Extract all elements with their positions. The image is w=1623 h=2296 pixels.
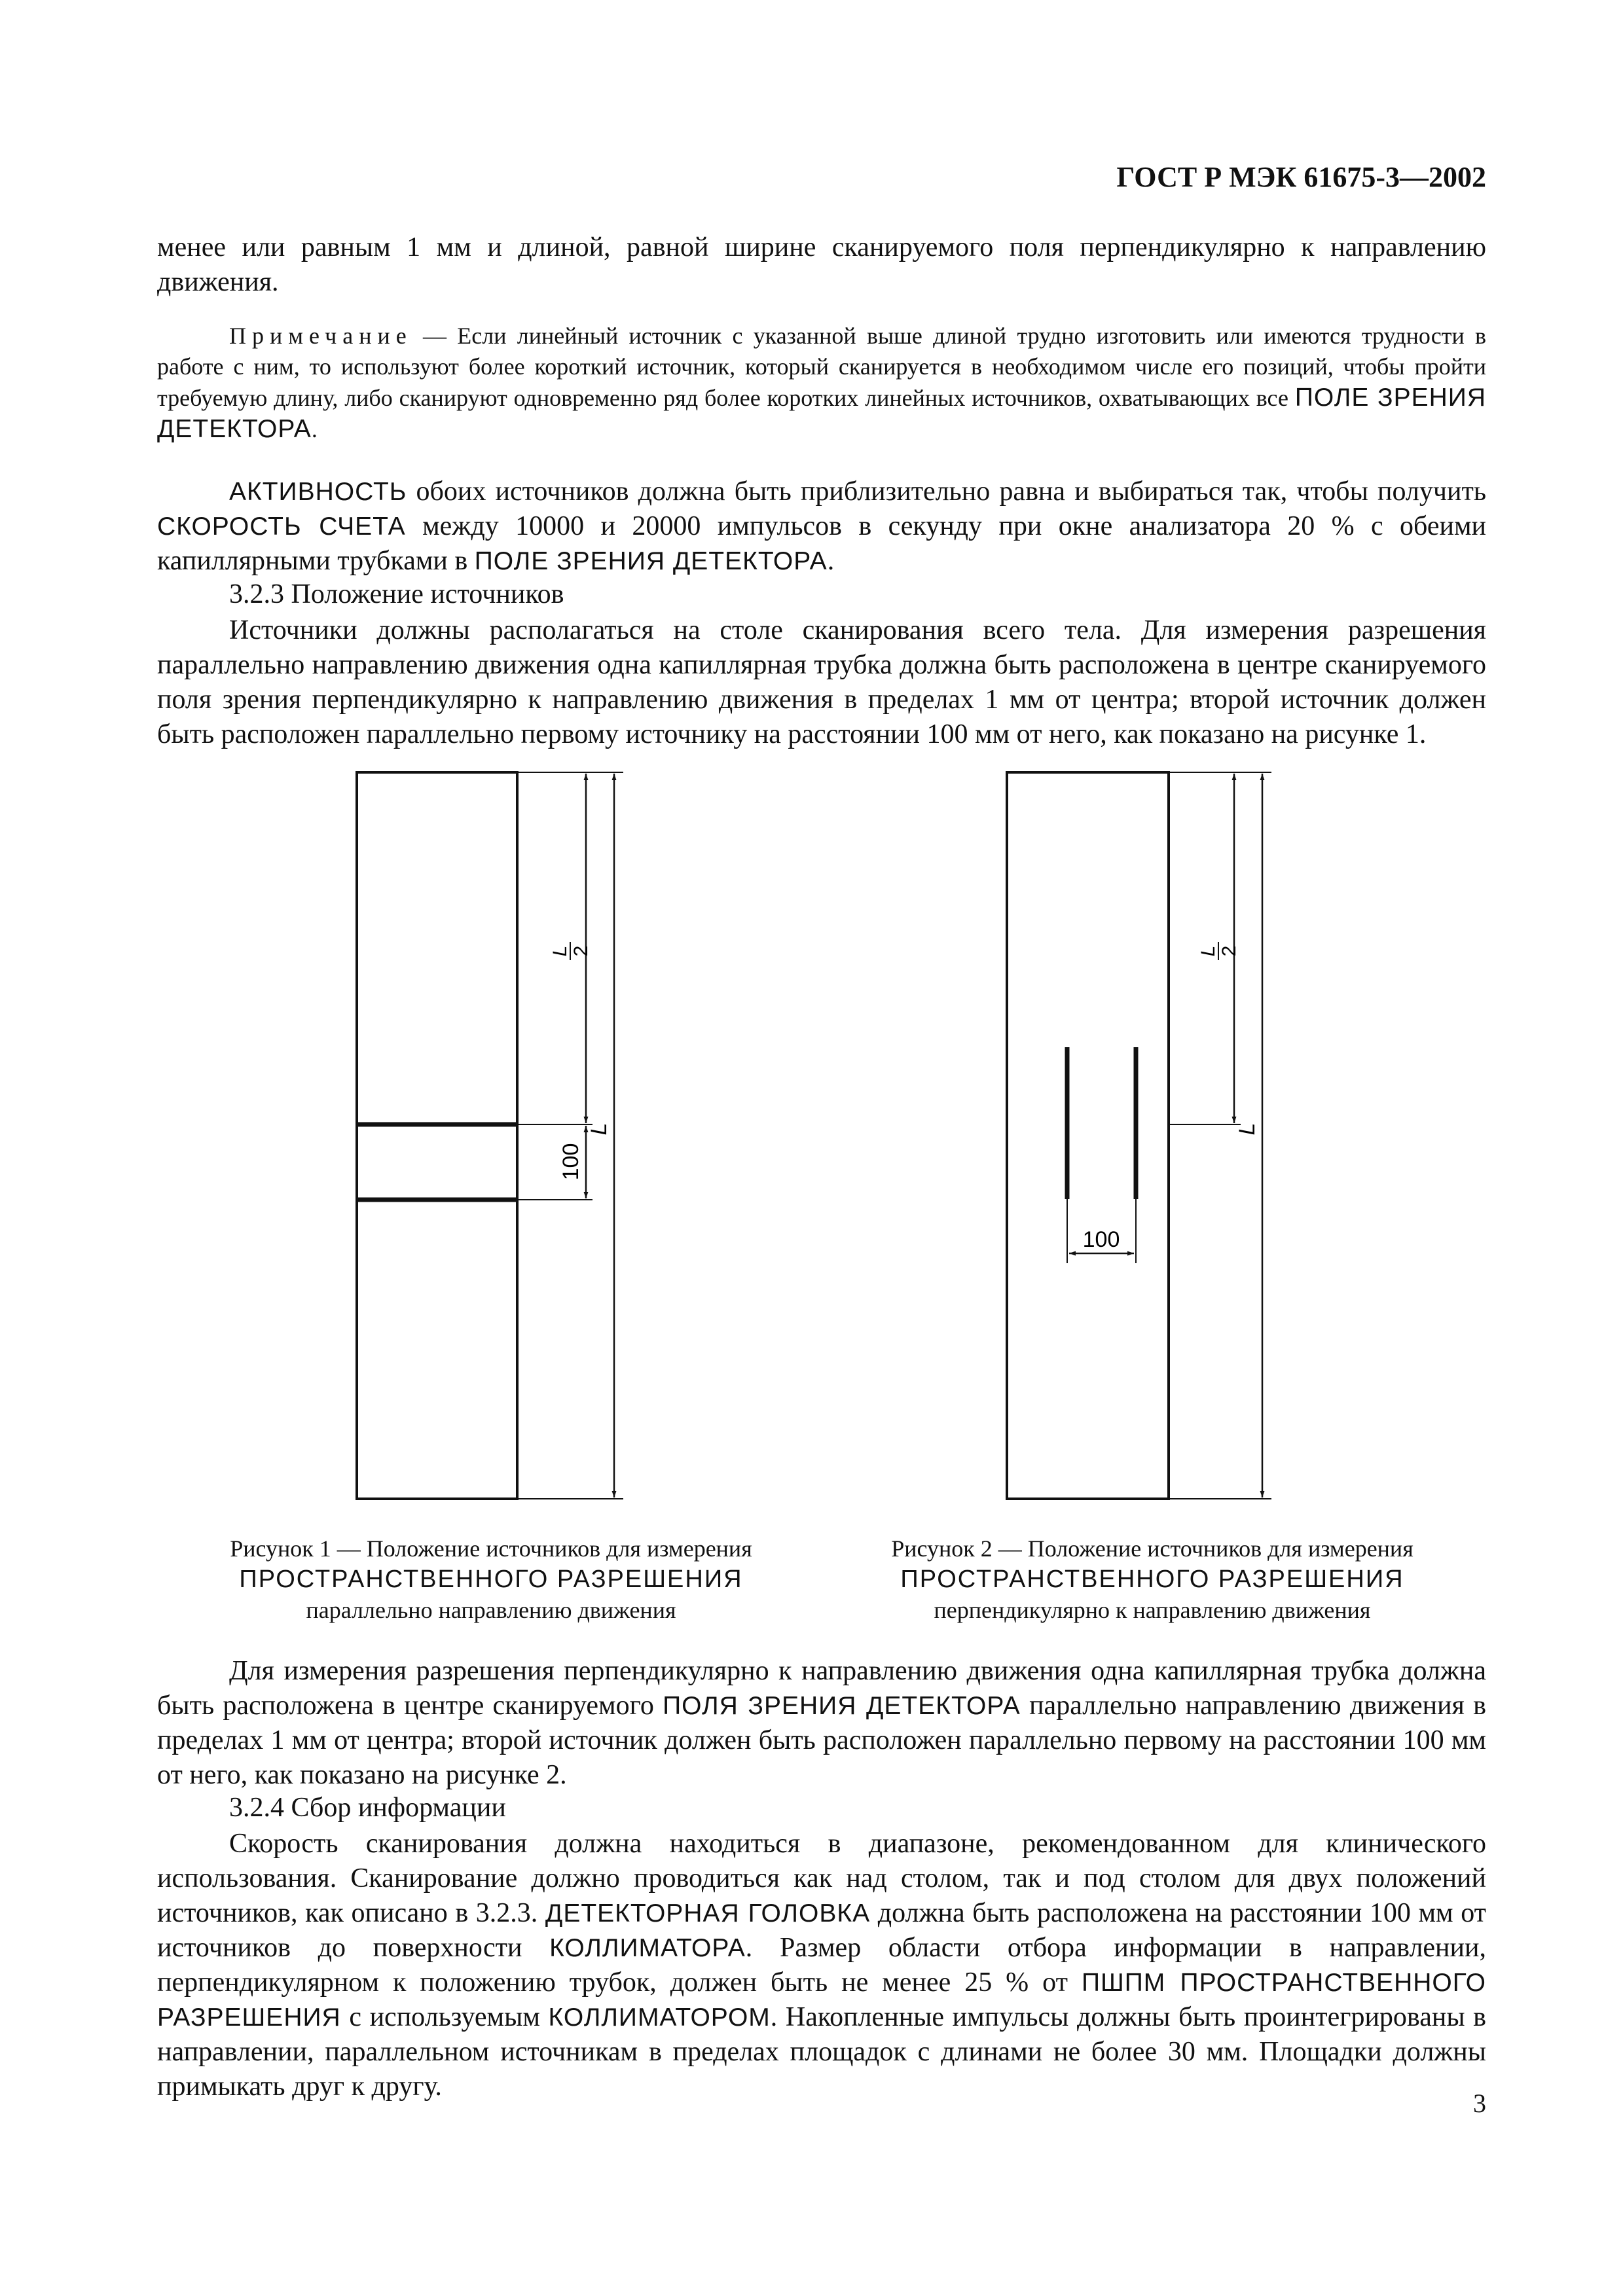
dc-text-5: . Накопленные импульсы должны быть проинтегрированы в направлении, параллельном источникам в пределах площадок с длинами не более 30 мм. Площадки должны примыкать друг к другу. xyxy=(157,2002,1486,2102)
term-count-rate: СКОРОСТЬ СЧЕТА xyxy=(157,512,406,541)
section-heading-3-2-4: 3.2.4 Сбор информации xyxy=(229,1793,506,1823)
term-field-of-view: ПОЛЕ ЗРЕНИЯ ДЕТЕКТОРА xyxy=(474,547,828,575)
note-label: Примечание xyxy=(229,323,412,349)
dc-text-1: Скорость сканирования должна находиться в диапазоне, рекомендованном для клинического использования. Сканирование должно проводиться как над столом, так и под столом для двух положений источников, как описано в 3.2.3. xyxy=(157,1829,1486,1928)
term-collimator-2: КОЛЛИМАТОРОМ xyxy=(548,2003,771,2032)
perp-text-1: Для измерения разрешения перпендикулярно к направлению движения одна капиллярная трубка должна быть расположена в центре сканируемого xyxy=(157,1656,1486,1721)
note-text: Если линейный источник с указанной выше длиной трудно изготовить или имеются трудности в работе с ним, то используют более короткий источник, который сканируется в необходимом числе его позиций, чтобы пройти требуемую длину, либо сканируют одновременно ряд более коротких линейных источников, охватывающих все xyxy=(157,323,1486,411)
svg-text:L: L xyxy=(549,945,571,957)
page-number: 3 xyxy=(1473,2089,1486,2118)
note-paragraph xyxy=(157,321,1486,445)
figure-1-caption-line-2: ПРОСТРАНСТВЕННОГО РАЗРЕШЕНИЯ xyxy=(239,1566,743,1593)
term-collimator: КОЛЛИМАТОРА xyxy=(549,1934,746,1962)
term-fwhm-resolution: ПШПМ ПРОСТРАНСТВЕННОГО РАЗРЕШЕНИЯ xyxy=(157,1969,1486,2032)
label-length: L xyxy=(587,1122,611,1136)
document-code-header: ГОСТ Р МЭК 61675-3—2002 xyxy=(1116,161,1486,193)
note-dash: — xyxy=(412,323,458,349)
label-length: L xyxy=(1235,1122,1260,1136)
term-field-of-view-2: ПОЛЯ ЗРЕНИЯ ДЕТЕКТОРА xyxy=(663,1692,1021,1720)
label-100: 100 xyxy=(558,1143,583,1181)
dc-text-3: . Размер области отбора информации в направлении, перпендикулярном к положению трубок, должен быть не менее 25 % от xyxy=(157,1933,1486,1998)
dc-text-4: с используемым xyxy=(340,2002,549,2032)
figure-1-diagram xyxy=(340,766,668,1518)
figure-2-diagram xyxy=(989,766,1316,1518)
figure-2-caption xyxy=(818,1534,1486,1626)
activity-text-2: между 10000 и 20000 импульсов в секунду при окне анализатора 20 % с обеими капиллярными трубками в xyxy=(157,511,1486,576)
figure-1-caption xyxy=(157,1534,825,1626)
label-100: 100 xyxy=(1082,1227,1120,1252)
positions-paragraph: Источники должны располагаться на столе сканирования всего тела. Для измерения разрешения параллельно направлению движения одна капиллярная трубка должна быть расположена в центре сканируемого поля зрения перпендикулярно к направлению движения в пределах 1 мм от центра; второй источник должен быть расположен параллельно первому источнику на расстоянии 100 мм от него, как показано на рисунке 1. xyxy=(157,615,1486,749)
svg-text:2: 2 xyxy=(570,945,592,957)
data-collection-paragraph xyxy=(157,1827,1486,2104)
activity-text-1: обоих источников должна быть приблизительно равна и выбираться так, чтобы получить xyxy=(407,476,1486,507)
figure-2-caption-line-2: ПРОСТРАНСТВЕННОГО РАЗРЕШЕНИЯ xyxy=(900,1566,1404,1593)
figure-1-caption-line-1: Рисунок 1 — Положение источников для измерения xyxy=(230,1535,752,1562)
section-heading-3-2-3: 3.2.3 Положение источников xyxy=(229,579,564,609)
term-detector-head: ДЕТЕКТОРНАЯ ГОЛОВКА xyxy=(545,1899,871,1928)
scan-field-rect xyxy=(357,772,517,1499)
scan-field-rect xyxy=(1007,772,1169,1499)
activity-paragraph xyxy=(157,475,1486,579)
figure-2-caption-line-3: перпендикулярно к направлению движения xyxy=(934,1597,1371,1623)
figure-2-caption-line-1: Рисунок 2 — Положение источников для измерения xyxy=(891,1535,1413,1562)
intro-paragraph: менее или равным 1 мм и длиной, равной ширине сканируемого поля перпендикулярно к направлению движения. xyxy=(157,232,1486,297)
activity-text-end: . xyxy=(827,546,835,576)
figure-1-caption-line-3: параллельно направлению движения xyxy=(306,1597,676,1623)
svg-text:L: L xyxy=(1197,945,1219,957)
svg-text:2: 2 xyxy=(1218,945,1240,957)
note-term: ПОЛЕ ЗРЕНИЯ ДЕТЕКТОРА xyxy=(157,384,1487,443)
term-activity: АКТИВНОСТЬ xyxy=(229,478,407,506)
note-end: . xyxy=(311,416,318,442)
perpendicular-paragraph xyxy=(157,1654,1486,1793)
perp-text-2: параллельно направлению движения в пределах 1 мм от центра; второй источник должен быть расположен параллельно первому на расстоянии 100 мм от него, как показано на рисунке 2. xyxy=(157,1691,1486,1790)
dc-text-2: должна быть расположена на расстоянии 100 мм от источников до поверхности xyxy=(157,1898,1487,1963)
